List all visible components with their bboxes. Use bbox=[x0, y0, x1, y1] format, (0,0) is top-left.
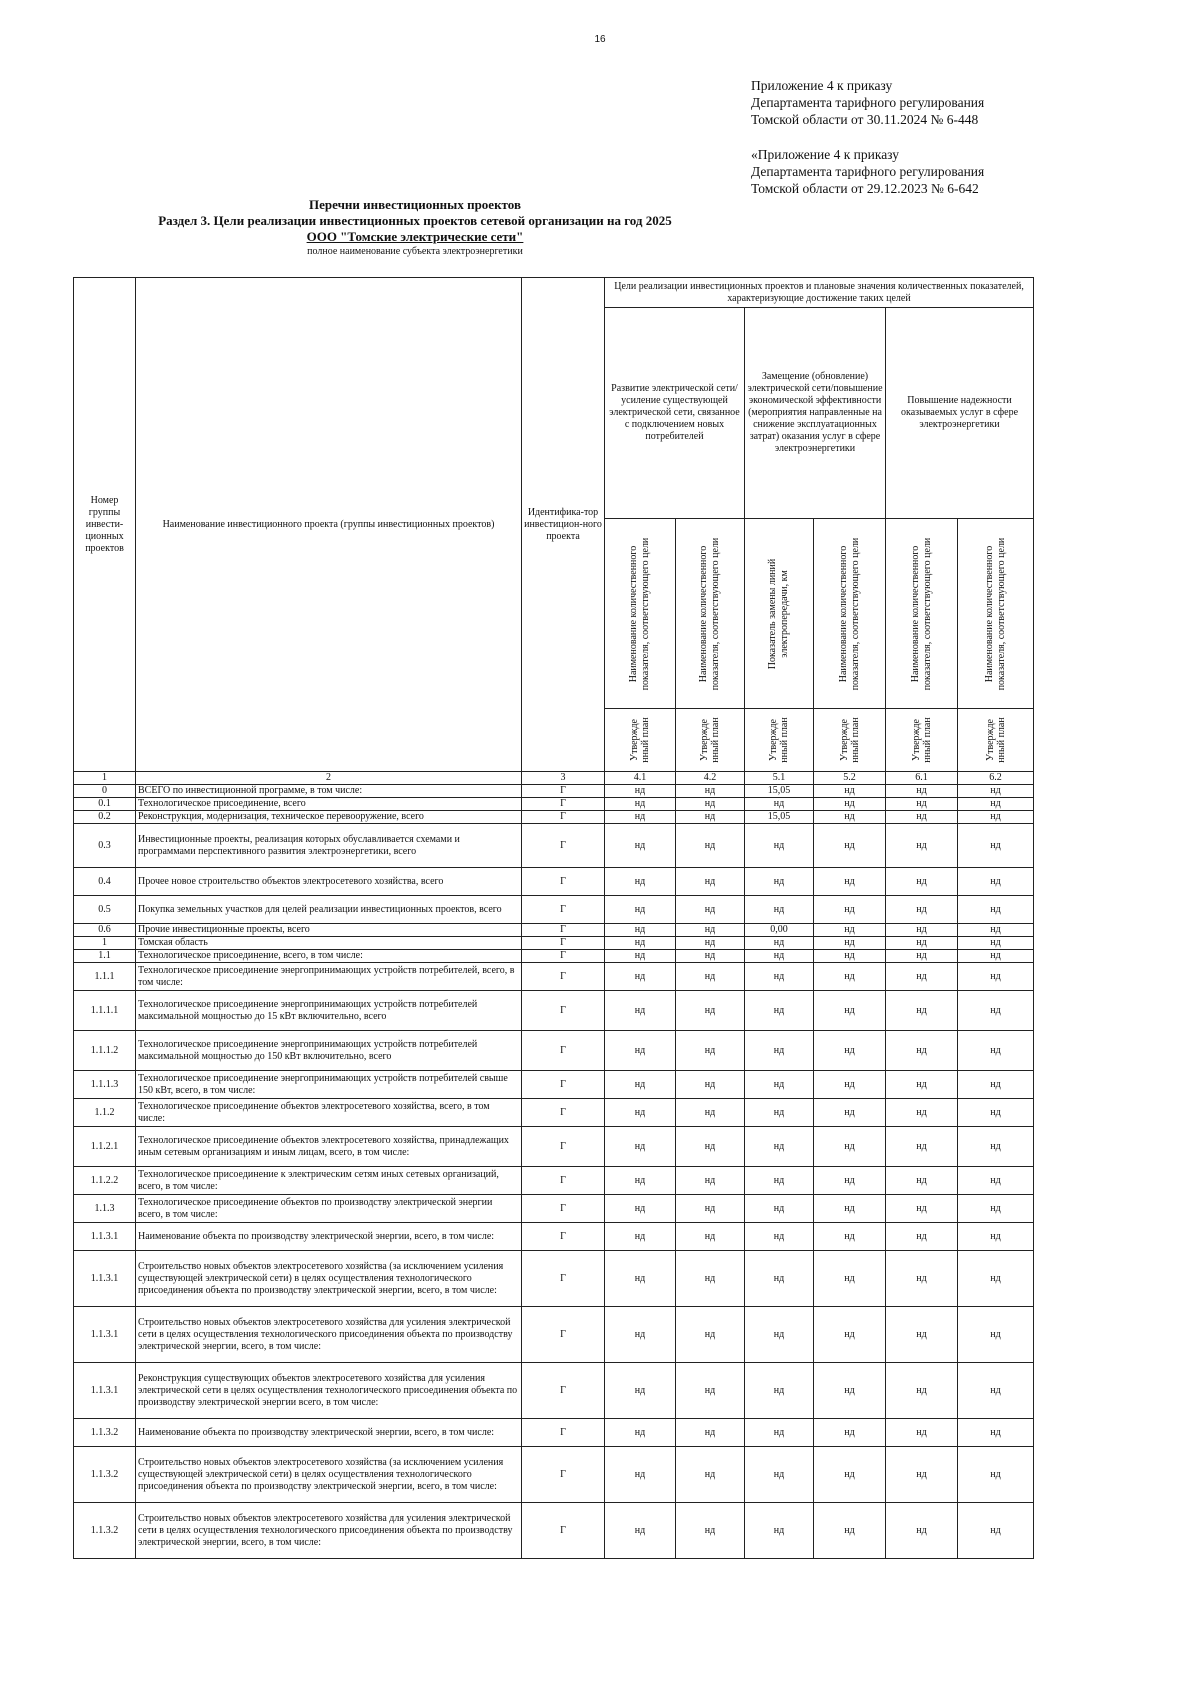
row-project-name: Наименование объекта по производству электрической энергии, всего, в том числе: bbox=[136, 1419, 522, 1447]
row-value: нд bbox=[814, 950, 886, 963]
row-value: нд bbox=[958, 1447, 1034, 1503]
row-value: нд bbox=[745, 1167, 814, 1195]
row-value: нд bbox=[958, 950, 1034, 963]
row-value: нд bbox=[676, 798, 745, 811]
header-goals: Цели реализации инвестиционных проектов и плановые значения количественных показателей, характеризующие достижение таких целей bbox=[605, 278, 1034, 308]
row-value: нд bbox=[745, 937, 814, 950]
header-goal-replacement: Замещение (обновление) электрической сети/повышение экономической эффективности (мероприятия направленные на снижение эксплуатационных затрат) оказания услуг в сфере электроэнергетики bbox=[745, 308, 886, 519]
row-value: 0,00 bbox=[745, 924, 814, 937]
investment-goals-table bbox=[73, 277, 1034, 1559]
row-value: нд bbox=[605, 1099, 676, 1127]
table-row bbox=[74, 1307, 1034, 1363]
header-approved-plan-label: Утвержде нный план bbox=[838, 717, 861, 763]
row-value: нд bbox=[958, 1307, 1034, 1363]
row-value: нд bbox=[605, 785, 676, 798]
row-project-name: Прочие инвестиционные проекты, всего bbox=[136, 924, 522, 937]
row-value: нд bbox=[886, 1363, 958, 1419]
row-value: нд bbox=[605, 950, 676, 963]
row-value: нд bbox=[958, 1195, 1034, 1223]
row-value: нд bbox=[676, 785, 745, 798]
row-value: нд bbox=[605, 1167, 676, 1195]
row-number: 1.1.3 bbox=[74, 1195, 136, 1223]
header-indicator-label: Наименование количественного показателя, соответствующего цели bbox=[909, 537, 933, 690]
row-number: 1.1.3.2 bbox=[74, 1447, 136, 1503]
row-value: нд bbox=[958, 868, 1034, 896]
row-project-name: Прочее новое строительство объектов электросетевого хозяйства, всего bbox=[136, 868, 522, 896]
header-indicator bbox=[676, 519, 745, 709]
row-value: нд bbox=[605, 868, 676, 896]
header-approved-plan bbox=[676, 709, 745, 772]
table-row bbox=[74, 896, 1034, 924]
table-row bbox=[74, 824, 1034, 868]
row-value: нд bbox=[676, 1167, 745, 1195]
appendix-line: Департамента тарифного регулирования bbox=[751, 164, 985, 179]
row-value: нд bbox=[745, 896, 814, 924]
table-row bbox=[74, 798, 1034, 811]
table-row bbox=[74, 1503, 1034, 1559]
row-project-id: Г bbox=[522, 785, 605, 798]
row-value: нд bbox=[814, 1195, 886, 1223]
row-value: нд bbox=[886, 937, 958, 950]
row-number: 0.1 bbox=[74, 798, 136, 811]
row-value: 15,05 bbox=[745, 785, 814, 798]
table-row bbox=[74, 785, 1034, 798]
row-project-id: Г bbox=[522, 924, 605, 937]
row-value: нд bbox=[814, 868, 886, 896]
row-value: нд bbox=[676, 1307, 745, 1363]
row-value: нд bbox=[814, 1071, 886, 1099]
row-value: нд bbox=[676, 1071, 745, 1099]
header-approved-plan-label: Утвержде нный план bbox=[984, 717, 1007, 763]
row-number: 1.1.1 bbox=[74, 963, 136, 991]
row-value: нд bbox=[886, 868, 958, 896]
row-project-id: Г bbox=[522, 1099, 605, 1127]
row-project-name: Покупка земельных участков для целей реализации инвестиционных проектов, всего bbox=[136, 896, 522, 924]
row-value: нд bbox=[814, 1503, 886, 1559]
row-project-id: Г bbox=[522, 896, 605, 924]
row-value: нд bbox=[886, 1031, 958, 1071]
row-value: нд bbox=[886, 924, 958, 937]
row-value: нд bbox=[814, 1419, 886, 1447]
row-project-name: Реконструкция существующих объектов электросетевого хозяйства для усиления электрической сети в целях осуществления технологического присоединения объекта по производству электрической энергии всего, в том числе: bbox=[136, 1363, 522, 1419]
row-value: 15,05 bbox=[745, 811, 814, 824]
header-goal-development: Развитие электрической сети/усиление существующей электрической сети, связанное с подключением новых потребителей bbox=[605, 308, 745, 519]
row-value: нд bbox=[958, 1031, 1034, 1071]
row-value: нд bbox=[745, 1419, 814, 1447]
header-indicator bbox=[814, 519, 886, 709]
row-value: нд bbox=[676, 950, 745, 963]
table-row bbox=[74, 1251, 1034, 1307]
row-value: нд bbox=[676, 868, 745, 896]
row-value: нд bbox=[958, 963, 1034, 991]
row-number: 1.1.3.1 bbox=[74, 1363, 136, 1419]
row-project-id: Г bbox=[522, 1167, 605, 1195]
row-project-id: Г bbox=[522, 950, 605, 963]
row-value: нд bbox=[745, 1503, 814, 1559]
row-project-id: Г bbox=[522, 1307, 605, 1363]
row-value: нд bbox=[958, 1503, 1034, 1559]
row-value: нд bbox=[676, 811, 745, 824]
row-value: нд bbox=[814, 1447, 886, 1503]
row-value: нд bbox=[745, 1195, 814, 1223]
row-number: 1.1.3.2 bbox=[74, 1419, 136, 1447]
appendix-line: Томской области от 30.11.2024 № 6-448 bbox=[751, 112, 979, 127]
appendix-line: Томской области от 29.12.2023 № 6-642 bbox=[751, 181, 979, 196]
row-project-name: Технологическое присоединение к электрическим сетям иных сетевых организаций, всего, в том числе: bbox=[136, 1167, 522, 1195]
row-value: нд bbox=[676, 896, 745, 924]
row-value: нд bbox=[886, 811, 958, 824]
header-indicator-label: Показатель замены линий электропередачи, км bbox=[767, 558, 790, 669]
row-project-id: Г bbox=[522, 824, 605, 868]
row-number: 1.1.3.1 bbox=[74, 1307, 136, 1363]
row-value: нд bbox=[745, 991, 814, 1031]
row-project-id: Г bbox=[522, 1031, 605, 1071]
row-value: нд bbox=[745, 1127, 814, 1167]
table-row bbox=[74, 1223, 1034, 1251]
appendix-reference-new bbox=[751, 77, 984, 128]
row-value: нд bbox=[958, 1251, 1034, 1307]
row-value: нд bbox=[745, 824, 814, 868]
organization-name: ООО "Томские электрические сети" bbox=[306, 229, 524, 244]
header-project-id: Идентифика-тор инвестицион-ного проекта bbox=[522, 278, 605, 772]
row-value: нд bbox=[605, 1447, 676, 1503]
row-value: нд bbox=[814, 1307, 886, 1363]
row-project-name: Технологическое присоединение, всего, в том числе: bbox=[136, 950, 522, 963]
column-number: 2 bbox=[136, 772, 522, 785]
row-value: нд bbox=[676, 937, 745, 950]
row-value: нд bbox=[605, 1363, 676, 1419]
row-value: нд bbox=[958, 1419, 1034, 1447]
header-indicator bbox=[886, 519, 958, 709]
row-value: нд bbox=[958, 824, 1034, 868]
organization-caption: полное наименование субъекта электроэнергетики bbox=[307, 246, 523, 257]
row-value: нд bbox=[676, 1223, 745, 1251]
row-value: нд bbox=[814, 824, 886, 868]
row-value: нд bbox=[886, 798, 958, 811]
column-number: 1 bbox=[74, 772, 136, 785]
row-project-name: Технологическое присоединение объектов электросетевого хозяйства, всего, в том числе: bbox=[136, 1099, 522, 1127]
row-value: нд bbox=[676, 1127, 745, 1167]
row-project-id: Г bbox=[522, 991, 605, 1031]
header-approved-plan bbox=[886, 709, 958, 772]
row-project-name: Технологическое присоединение энергопринимающих устройств потребителей максимальной мощностью до 150 кВт включительно, всего bbox=[136, 1031, 522, 1071]
row-value: нд bbox=[745, 1447, 814, 1503]
row-value: нд bbox=[814, 924, 886, 937]
row-value: нд bbox=[958, 896, 1034, 924]
row-value: нд bbox=[605, 1195, 676, 1223]
row-project-name: Строительство новых объектов электросетевого хозяйства для усиления электрической сети в целях осуществления технологического присоединения объекта по производству электрической энергии, всего, в том числе: bbox=[136, 1503, 522, 1559]
row-value: нд bbox=[605, 1031, 676, 1071]
row-value: нд bbox=[676, 991, 745, 1031]
row-number: 1.1.3.2 bbox=[74, 1503, 136, 1559]
header-indicator-label: Наименование количественного показателя, соответствующего цели bbox=[837, 537, 861, 690]
row-number: 0.2 bbox=[74, 811, 136, 824]
table-row bbox=[74, 1447, 1034, 1503]
row-value: нд bbox=[676, 1447, 745, 1503]
row-value: нд bbox=[745, 868, 814, 896]
row-project-id: Г bbox=[522, 1363, 605, 1419]
row-value: нд bbox=[745, 1251, 814, 1307]
header-approved-plan bbox=[745, 709, 814, 772]
table-row bbox=[74, 937, 1034, 950]
header-goal-reliability: Повышение надежности оказываемых услуг в сфере электроэнергетики bbox=[886, 308, 1034, 519]
row-project-name: Технологическое присоединение энергопринимающих устройств потребителей максимальной мощностью до 15 кВт включительно, всего bbox=[136, 991, 522, 1031]
row-value: нд bbox=[958, 1099, 1034, 1127]
header-indicator-label: Наименование количественного показателя, соответствующего цели bbox=[698, 537, 721, 690]
row-value: нд bbox=[886, 1223, 958, 1251]
row-project-id: Г bbox=[522, 1447, 605, 1503]
row-value: нд bbox=[886, 1071, 958, 1099]
row-number: 1.1.1.1 bbox=[74, 991, 136, 1031]
row-project-id: Г bbox=[522, 798, 605, 811]
row-project-name: Технологическое присоединение энергопринимающих устройств потребителей свыше 150 кВт, всего, в том числе: bbox=[136, 1071, 522, 1099]
appendix-line: Приложение 4 к приказу bbox=[751, 78, 893, 93]
row-value: нд bbox=[886, 1195, 958, 1223]
row-project-name: Технологическое присоединение энергопринимающих устройств потребителей, всего, в том числе: bbox=[136, 963, 522, 991]
row-value: нд bbox=[745, 1031, 814, 1071]
header-indicator-label: Наименование количественного показателя, соответствующего цели bbox=[983, 537, 1007, 690]
row-value: нд bbox=[886, 1447, 958, 1503]
row-value: нд bbox=[886, 1251, 958, 1307]
row-number: 1.1.3.1 bbox=[74, 1251, 136, 1307]
column-number: 3 bbox=[522, 772, 605, 785]
row-number: 0.3 bbox=[74, 824, 136, 868]
row-project-name: Наименование объекта по производству электрической энергии, всего, в том числе: bbox=[136, 1223, 522, 1251]
row-project-id: Г bbox=[522, 811, 605, 824]
header-approved-plan bbox=[605, 709, 676, 772]
header-row-goals bbox=[74, 278, 1034, 308]
document-title: Перечни инвестиционных проектов bbox=[309, 197, 521, 212]
row-project-id: Г bbox=[522, 1127, 605, 1167]
table-row bbox=[74, 950, 1034, 963]
row-number: 1.1.3.1 bbox=[74, 1223, 136, 1251]
header-indicator bbox=[958, 519, 1034, 709]
header-row-numbering bbox=[74, 772, 1034, 785]
row-value: нд bbox=[958, 924, 1034, 937]
row-project-name: Реконструкция, модернизация, техническое перевооружение, всего bbox=[136, 811, 522, 824]
row-value: нд bbox=[745, 1099, 814, 1127]
row-value: нд bbox=[886, 1307, 958, 1363]
row-value: нд bbox=[814, 798, 886, 811]
row-value: нд bbox=[676, 963, 745, 991]
header-approved-plan-label: Утвержде нный план bbox=[768, 717, 790, 763]
column-number: 6.2 bbox=[958, 772, 1034, 785]
row-value: нд bbox=[814, 1363, 886, 1419]
row-value: нд bbox=[745, 1223, 814, 1251]
column-number: 6.1 bbox=[886, 772, 958, 785]
appendix-line: «Приложение 4 к приказу bbox=[751, 147, 899, 162]
row-value: нд bbox=[886, 896, 958, 924]
row-number: 1.1.2.1 bbox=[74, 1127, 136, 1167]
row-value: нд bbox=[958, 785, 1034, 798]
row-value: нд bbox=[605, 798, 676, 811]
row-value: нд bbox=[814, 1167, 886, 1195]
page-number: 16 bbox=[594, 34, 606, 45]
row-value: нд bbox=[676, 1099, 745, 1127]
row-value: нд bbox=[676, 1503, 745, 1559]
row-value: нд bbox=[605, 811, 676, 824]
row-value: нд bbox=[814, 991, 886, 1031]
appendix-reference-old bbox=[751, 146, 984, 197]
row-value: нд bbox=[605, 1223, 676, 1251]
header-indicator-label: Наименование количественного показателя, соответствующего цели bbox=[628, 537, 651, 690]
row-value: нд bbox=[605, 1419, 676, 1447]
row-value: нд bbox=[958, 937, 1034, 950]
row-project-name: Строительство новых объектов электросетевого хозяйства для усиления электрической сети в целях осуществления технологического присоединения объекта по производству электрической энергии, всего, в том числе: bbox=[136, 1307, 522, 1363]
row-value: нд bbox=[886, 1503, 958, 1559]
row-project-name: Томская область bbox=[136, 937, 522, 950]
header-approved-plan-label: Утвержде нный план bbox=[910, 717, 933, 763]
table-row bbox=[74, 1127, 1034, 1167]
row-value: нд bbox=[958, 1127, 1034, 1167]
row-value: нд bbox=[605, 991, 676, 1031]
row-value: нд bbox=[886, 824, 958, 868]
row-value: нд bbox=[814, 896, 886, 924]
row-project-id: Г bbox=[522, 937, 605, 950]
row-project-id: Г bbox=[522, 1251, 605, 1307]
row-value: нд bbox=[676, 1251, 745, 1307]
row-value: нд bbox=[958, 1071, 1034, 1099]
row-project-id: Г bbox=[522, 1419, 605, 1447]
row-value: нд bbox=[814, 1223, 886, 1251]
row-number: 1.1.2 bbox=[74, 1099, 136, 1127]
row-value: нд bbox=[814, 811, 886, 824]
row-value: нд bbox=[745, 1071, 814, 1099]
row-value: нд bbox=[886, 991, 958, 1031]
row-project-name: Технологическое присоединение, всего bbox=[136, 798, 522, 811]
table-row bbox=[74, 811, 1034, 824]
row-value: нд bbox=[745, 798, 814, 811]
column-number: 5.1 bbox=[745, 772, 814, 785]
row-project-id: Г bbox=[522, 1223, 605, 1251]
document-title-block bbox=[90, 197, 740, 259]
table-row bbox=[74, 1099, 1034, 1127]
table-row bbox=[74, 868, 1034, 896]
header-approved-plan bbox=[958, 709, 1034, 772]
row-value: нд bbox=[745, 1363, 814, 1419]
row-project-id: Г bbox=[522, 1503, 605, 1559]
row-project-name: ВСЕГО по инвестиционной программе, в том числе: bbox=[136, 785, 522, 798]
row-value: нд bbox=[605, 896, 676, 924]
appendix-line: Департамента тарифного регулирования bbox=[751, 95, 985, 110]
row-value: нд bbox=[605, 1307, 676, 1363]
row-project-id: Г bbox=[522, 1195, 605, 1223]
table-row bbox=[74, 991, 1034, 1031]
table-row bbox=[74, 1031, 1034, 1071]
row-value: нд bbox=[605, 937, 676, 950]
row-value: нд bbox=[958, 1363, 1034, 1419]
header-indicator bbox=[605, 519, 676, 709]
row-value: нд bbox=[814, 963, 886, 991]
column-number: 5.2 bbox=[814, 772, 886, 785]
row-number: 0 bbox=[74, 785, 136, 798]
row-value: нд bbox=[605, 824, 676, 868]
header-indicator bbox=[745, 519, 814, 709]
row-number: 1.1.1.2 bbox=[74, 1031, 136, 1071]
row-value: нд bbox=[886, 785, 958, 798]
row-value: нд bbox=[676, 824, 745, 868]
section-title: Раздел 3. Цели реализации инвестиционных проектов сетевой организации на год 2025 bbox=[158, 213, 672, 228]
table-row bbox=[74, 1363, 1034, 1419]
row-value: нд bbox=[958, 991, 1034, 1031]
column-number: 4.1 bbox=[605, 772, 676, 785]
row-value: нд bbox=[605, 924, 676, 937]
row-project-name: Технологическое присоединение объектов электросетевого хозяйства, принадлежащих иным сетевым организациям и иным лицам, всего, в том числе: bbox=[136, 1127, 522, 1167]
row-number: 0.6 bbox=[74, 924, 136, 937]
row-value: нд bbox=[958, 1223, 1034, 1251]
row-value: нд bbox=[676, 1419, 745, 1447]
row-value: нд bbox=[886, 1127, 958, 1167]
row-number: 0.4 bbox=[74, 868, 136, 896]
row-value: нд bbox=[605, 1127, 676, 1167]
row-project-id: Г bbox=[522, 868, 605, 896]
row-value: нд bbox=[814, 785, 886, 798]
row-value: нд bbox=[814, 1031, 886, 1071]
row-number: 1.1.1.3 bbox=[74, 1071, 136, 1099]
row-project-name: Технологическое присоединение объектов по производству электрической энергии всего, в том числе: bbox=[136, 1195, 522, 1223]
table-row bbox=[74, 1195, 1034, 1223]
header-approved-plan-label: Утвержде нный план bbox=[629, 717, 651, 763]
row-value: нд bbox=[605, 963, 676, 991]
table-row bbox=[74, 924, 1034, 937]
row-value: нд bbox=[886, 963, 958, 991]
row-value: нд bbox=[676, 1195, 745, 1223]
header-group-number: Номер группы инвести-ционных проектов bbox=[74, 278, 136, 772]
row-value: нд bbox=[814, 937, 886, 950]
row-value: нд bbox=[814, 1099, 886, 1127]
row-project-id: Г bbox=[522, 1071, 605, 1099]
row-value: нд bbox=[886, 1419, 958, 1447]
row-value: нд bbox=[605, 1503, 676, 1559]
row-value: нд bbox=[814, 1251, 886, 1307]
row-value: нд bbox=[886, 1167, 958, 1195]
header-project-name: Наименование инвестиционного проекта (группы инвестиционных проектов) bbox=[136, 278, 522, 772]
row-value: нд bbox=[605, 1251, 676, 1307]
row-value: нд bbox=[958, 811, 1034, 824]
header-approved-plan-label: Утвержде нный план bbox=[699, 717, 721, 763]
row-value: нд bbox=[745, 950, 814, 963]
row-value: нд bbox=[814, 1127, 886, 1167]
row-project-name: Строительство новых объектов электросетевого хозяйства (за исключением усиления существующей электрической сети) в целях осуществления технологического присоединения объекта по производству электрической энергии, всего, в том числе: bbox=[136, 1447, 522, 1503]
row-number: 0.5 bbox=[74, 896, 136, 924]
row-value: нд bbox=[676, 1031, 745, 1071]
row-number: 1.1 bbox=[74, 950, 136, 963]
table-row bbox=[74, 1071, 1034, 1099]
row-project-name: Строительство новых объектов электросетевого хозяйства (за исключением усиления существующей электрической сети) в целях осуществления технологического присоединения объекта по производству электрической энергии, всего, в том числе: bbox=[136, 1251, 522, 1307]
row-value: нд bbox=[745, 1307, 814, 1363]
row-value: нд bbox=[745, 963, 814, 991]
row-project-name: Инвестиционные проекты, реализация которых обуславливается схемами и программами перспективного развития электроэнергетики, всего bbox=[136, 824, 522, 868]
table-row bbox=[74, 963, 1034, 991]
table-row bbox=[74, 1167, 1034, 1195]
column-number: 4.2 bbox=[676, 772, 745, 785]
row-value: нд bbox=[605, 1071, 676, 1099]
row-value: нд bbox=[886, 1099, 958, 1127]
table-row bbox=[74, 1419, 1034, 1447]
header-approved-plan bbox=[814, 709, 886, 772]
row-number: 1.1.2.2 bbox=[74, 1167, 136, 1195]
row-project-id: Г bbox=[522, 963, 605, 991]
row-value: нд bbox=[676, 924, 745, 937]
row-number: 1 bbox=[74, 937, 136, 950]
row-value: нд bbox=[676, 1363, 745, 1419]
row-value: нд bbox=[958, 1167, 1034, 1195]
row-value: нд bbox=[886, 950, 958, 963]
row-value: нд bbox=[958, 798, 1034, 811]
